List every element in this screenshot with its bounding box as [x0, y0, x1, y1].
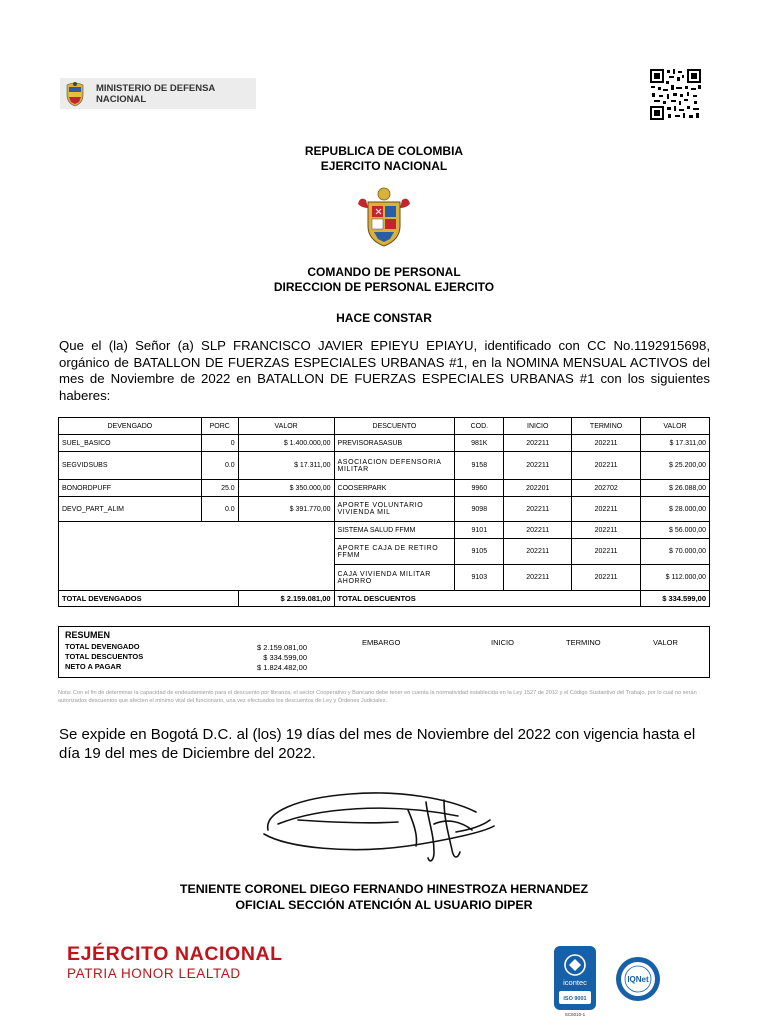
icontec-certification-icon	[553, 945, 597, 1017]
descuento-valor: $ 28.000,00	[641, 497, 710, 522]
iso-label: ISO 9001	[563, 996, 587, 1002]
legal-note: Nota: Con el fin de determinar la capacidad de endeudamiento para el descuento por libranza, el sector Cooperativo y Bancario debe tener en cuenta la normatividad establecida en la Ley 1527 de 2012 y el Código Sustantivo del Trabajo, por lo cual no serán autorizados descuentos que afecten el mínimo vital del funcionario, una vez efectuados los descuentos de Ley y Órdenes Judiciales.	[58, 690, 697, 704]
table-row	[59, 452, 710, 480]
descuento-valor: $ 112.000,00	[641, 565, 710, 591]
total-descuentos-value: $ 334.599,00	[263, 653, 307, 662]
descuento-name: COOSERPARK	[334, 480, 455, 497]
devengado-name: SUEL_BASICO	[59, 435, 202, 452]
iqnet-label: IQNet	[627, 975, 649, 984]
descuento-valor: $ 17.311,00	[641, 435, 710, 452]
descuento-valor: $ 25.200,00	[641, 452, 710, 480]
document-header	[0, 144, 768, 174]
embargo-header: EMBARGO	[362, 638, 401, 647]
descuento-inicio: 202211	[504, 452, 572, 480]
totals-row	[59, 591, 710, 607]
summary-title: RESUMEN	[65, 630, 111, 640]
direction-title: DIRECCION DE PERSONAL EJERCITO	[273, 280, 495, 294]
total-devengados-label: TOTAL DEVENGADOS	[59, 591, 239, 607]
descuento-cod: 9103	[455, 565, 504, 591]
column-header: COD.	[455, 418, 504, 435]
valor-header: VALOR	[653, 638, 678, 647]
army-title: EJERCITO NACIONAL	[320, 159, 448, 173]
table-row	[59, 522, 710, 539]
neto-value: $ 1.824.482,00	[256, 663, 307, 672]
cert-code: SC6010-1	[564, 1012, 586, 1017]
devengado-porc: 0.0	[201, 497, 238, 522]
descuento-inicio: 202211	[504, 565, 572, 591]
column-header: VALOR	[238, 418, 334, 435]
ministry-logo	[60, 78, 256, 109]
descuento-name: ASOCIACION DEFENSORIA MILITAR	[334, 452, 455, 480]
descuento-termino: 202211	[572, 497, 641, 522]
total-descuentos-value: $ 334.599,00	[641, 591, 710, 607]
descuento-inicio: 202211	[504, 539, 572, 565]
descuento-termino: 202211	[572, 452, 641, 480]
column-header: INICIO	[504, 418, 572, 435]
descuento-inicio: 202211	[504, 435, 572, 452]
descuento-inicio: 202211	[504, 522, 572, 539]
command-title: COMANDO DE PERSONAL	[307, 265, 461, 279]
table-header-row	[59, 418, 710, 435]
country-title: REPUBLICA DE COLOMBIA	[304, 144, 464, 158]
devengado-valor: $ 17.311,00	[238, 452, 334, 480]
army-brand-logo	[67, 944, 283, 981]
devengado-name: BONORDPUFF	[59, 480, 202, 497]
iqnet-certification-icon	[614, 955, 662, 1003]
qr-code-icon	[649, 68, 702, 121]
colombia-coat-of-arms-icon	[64, 81, 86, 107]
ministry-name: MINISTERIO DE DEFENSA NACIONAL	[96, 82, 215, 105]
descuento-termino: 202702	[572, 480, 641, 497]
descuento-inicio: 202201	[504, 480, 572, 497]
document-title: HACE CONSTAR	[336, 311, 432, 325]
column-header: PORC	[201, 418, 238, 435]
descuento-termino: 202211	[572, 522, 641, 539]
descuento-cod: 9101	[455, 522, 504, 539]
total-devengados-value: $ 2.159.081,00	[238, 591, 334, 607]
descuento-termino: 202211	[572, 539, 641, 565]
signer-role: OFICIAL SECCIÓN ATENCIÓN AL USUARIO DIPER	[235, 898, 533, 912]
descuento-cod: 9960	[455, 480, 504, 497]
descuento-name: SISTEMA SALUD FFMM	[334, 522, 455, 539]
empty-devengado-cell	[59, 522, 335, 591]
termino-header: TERMINO	[566, 638, 601, 647]
icontec-label: icontec	[563, 978, 587, 987]
devengado-porc: 0	[201, 435, 238, 452]
signer-name: TENIENTE CORONEL DIEGO FERNANDO HINESTROZA HERNANDEZ	[179, 882, 589, 896]
neto-label: NETO A PAGAR	[65, 662, 122, 671]
descuento-cod: 9105	[455, 539, 504, 565]
payroll-table	[58, 417, 710, 607]
army-crest-icon	[356, 186, 412, 248]
descuento-name: CAJA VIVIENDA MILITAR AHORRO	[334, 565, 455, 591]
column-header: DEVENGADO	[59, 418, 202, 435]
devengado-porc: 25.0	[201, 480, 238, 497]
table-row	[59, 435, 710, 452]
column-header: TERMINO	[572, 418, 641, 435]
descuento-cod: 9158	[455, 452, 504, 480]
devengado-valor: $ 1.400.000,00	[238, 435, 334, 452]
column-header: VALOR	[641, 418, 710, 435]
descuento-termino: 202211	[572, 565, 641, 591]
column-header: DESCUENTO	[334, 418, 455, 435]
total-devengado-value: $ 2.159.081,00	[256, 643, 307, 652]
descuento-inicio: 202211	[504, 497, 572, 522]
summary-box	[58, 626, 710, 678]
devengado-valor: $ 391.770,00	[238, 497, 334, 522]
command-header	[0, 265, 768, 295]
intro-paragraph: Que el (la) Señor (a) SLP FRANCISCO JAVIER EPIEYU EPIAYU, identificado con CC No.1192915698, orgánico de BATALLON DE FUERZAS ESPECIALES URBANAS #1, en la NOMINA MENSUAL ACTIVOS del mes de Noviembre de 2022 en BATALLON DE FUERZAS ESPECIALES URBANAS #1 con los siguientes haberes:	[59, 338, 710, 403]
brand-name: EJÉRCITO NACIONAL	[67, 943, 283, 965]
inicio-header: INICIO	[491, 638, 514, 647]
devengado-name: DEVO_PART_ALIM	[59, 497, 202, 522]
descuento-name: APORTE CAJA DE RETIRO FFMM	[334, 539, 455, 565]
descuento-valor: $ 70.000,00	[641, 539, 710, 565]
total-devengado-label: TOTAL DEVENGADO	[65, 642, 140, 651]
table-row	[59, 480, 710, 497]
total-descuentos-label: TOTAL DESCUENTOS	[334, 591, 640, 607]
issue-statement: Se expide en Bogotá D.C. al (los) 19 días del mes de Noviembre del 2022 con vigencia hasta el día 19 del mes de Diciembre del 2022.	[59, 726, 696, 762]
total-descuentos-label: TOTAL DESCUENTOS	[65, 652, 144, 661]
descuento-cod: 981K	[455, 435, 504, 452]
devengado-name: SEGVIDSUBS	[59, 452, 202, 480]
descuento-valor: $ 26.088,00	[641, 480, 710, 497]
brand-motto: PATRIA HONOR LEALTAD	[67, 966, 241, 981]
devengado-porc: 0.0	[201, 452, 238, 480]
descuento-termino: 202211	[572, 435, 641, 452]
descuento-name: APORTE VOLUNTARIO VIVIENDA MIL	[334, 497, 455, 522]
descuento-cod: 9098	[455, 497, 504, 522]
table-row	[59, 497, 710, 522]
handwritten-signature	[258, 772, 504, 868]
descuento-valor: $ 56.000,00	[641, 522, 710, 539]
devengado-valor: $ 350.000,00	[238, 480, 334, 497]
descuento-name: PREVISORASASUB	[334, 435, 455, 452]
